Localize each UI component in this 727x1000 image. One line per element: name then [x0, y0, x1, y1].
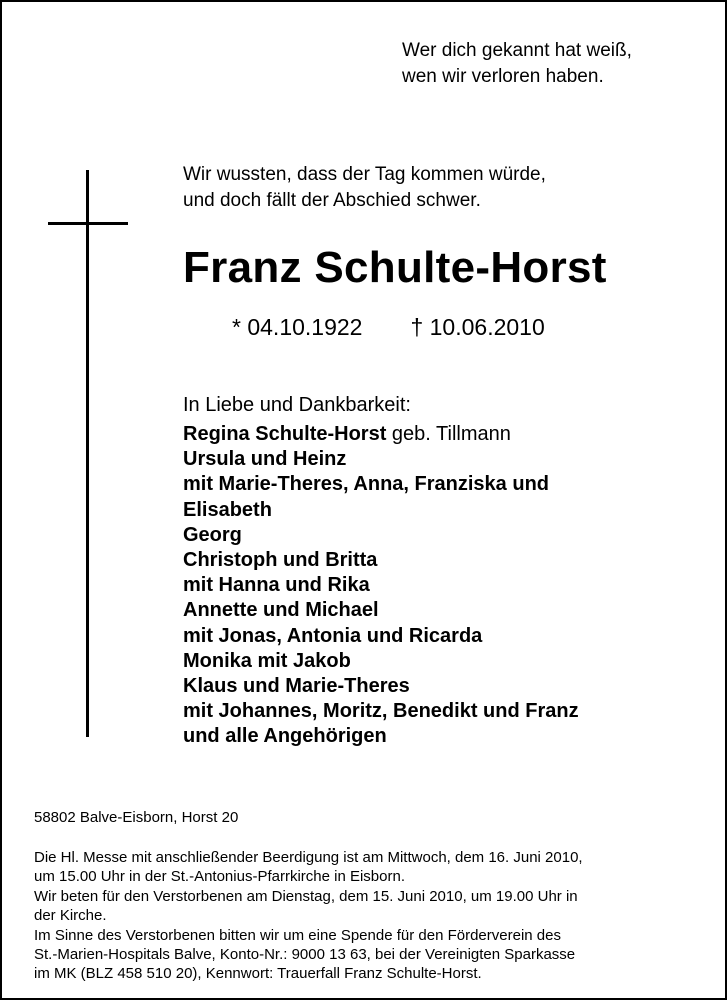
- intro-text: [183, 162, 546, 214]
- mourner-line: [183, 422, 713, 447]
- motto-line: Wer dich gekannt hat weiß,: [402, 40, 632, 61]
- mourners-heading: In Liebe und Dankbarkeit:: [183, 394, 411, 416]
- notice-line: um 15.00 Uhr in der St.-Antonius-Pfarrkirche in Eisborn.: [34, 868, 405, 886]
- mourner-name: Regina Schulte-Horst: [183, 423, 387, 445]
- cross-horizontal-bar: [48, 222, 128, 225]
- notice-line: Im Sinne des Verstorbenen bitten wir um eine Spende für den Förderverein des: [34, 926, 561, 944]
- motto-line: wen wir verloren haben.: [402, 66, 604, 87]
- address: 58802 Balve-Eisborn, Horst 20: [34, 809, 239, 826]
- mourner-line: mit Johannes, Moritz, Benedikt und Franz: [183, 700, 579, 723]
- intro-line: Wir wussten, dass der Tag kommen würde,: [183, 164, 546, 185]
- mourner-line: mit Marie-Theres, Anna, Franziska und: [183, 473, 550, 496]
- mourner-line: mit Hanna und Rika: [183, 574, 370, 597]
- mourner-line: und alle Angehörigen: [183, 725, 387, 748]
- cross-icon: [48, 170, 128, 737]
- motto-quote: [402, 38, 632, 90]
- notice-line: Die Hl. Messe mit anschließender Beerdigung ist am Mittwoch, dem 16. Juni 2010,: [34, 849, 583, 866]
- notice-line: St.-Marien-Hospitals Balve, Konto-Nr.: 9000 13 63, bei der Vereinigten Sparkasse: [34, 946, 576, 964]
- mourner-line: Christoph und Britta: [183, 549, 378, 572]
- deceased-name: Franz Schulte-Horst: [183, 243, 607, 292]
- birth-date: * 04.10.1922: [232, 314, 363, 340]
- notice-line: Wir beten für den Verstorbenen am Dienstag, dem 15. Juni 2010, um 19.00 Uhr in: [34, 887, 578, 905]
- maiden-name: geb. Tillmann: [386, 423, 511, 445]
- funeral-notice: [34, 848, 714, 984]
- mourner-line: Ursula und Heinz: [183, 448, 347, 471]
- mourners-list: [183, 422, 713, 750]
- notice-line: im MK (BLZ 458 510 20), Kennwort: Trauerfall Franz Schulte-Horst.: [34, 965, 482, 983]
- mourner-line: Annette und Michael: [183, 599, 379, 622]
- life-dates: [232, 312, 545, 342]
- death-date: † 10.06.2010: [410, 314, 545, 340]
- intro-line: und doch fällt der Abschied schwer.: [183, 190, 481, 211]
- mourner-line: Elisabeth: [183, 498, 272, 521]
- cross-vertical-bar: [86, 170, 89, 737]
- mourner-line: mit Jonas, Antonia und Ricarda: [183, 624, 483, 647]
- mourner-line: Klaus und Marie-Theres: [183, 675, 410, 698]
- mourner-line: Georg: [183, 523, 242, 546]
- mourner-line: Monika mit Jakob: [183, 649, 351, 672]
- notice-line: der Kirche.: [34, 907, 107, 925]
